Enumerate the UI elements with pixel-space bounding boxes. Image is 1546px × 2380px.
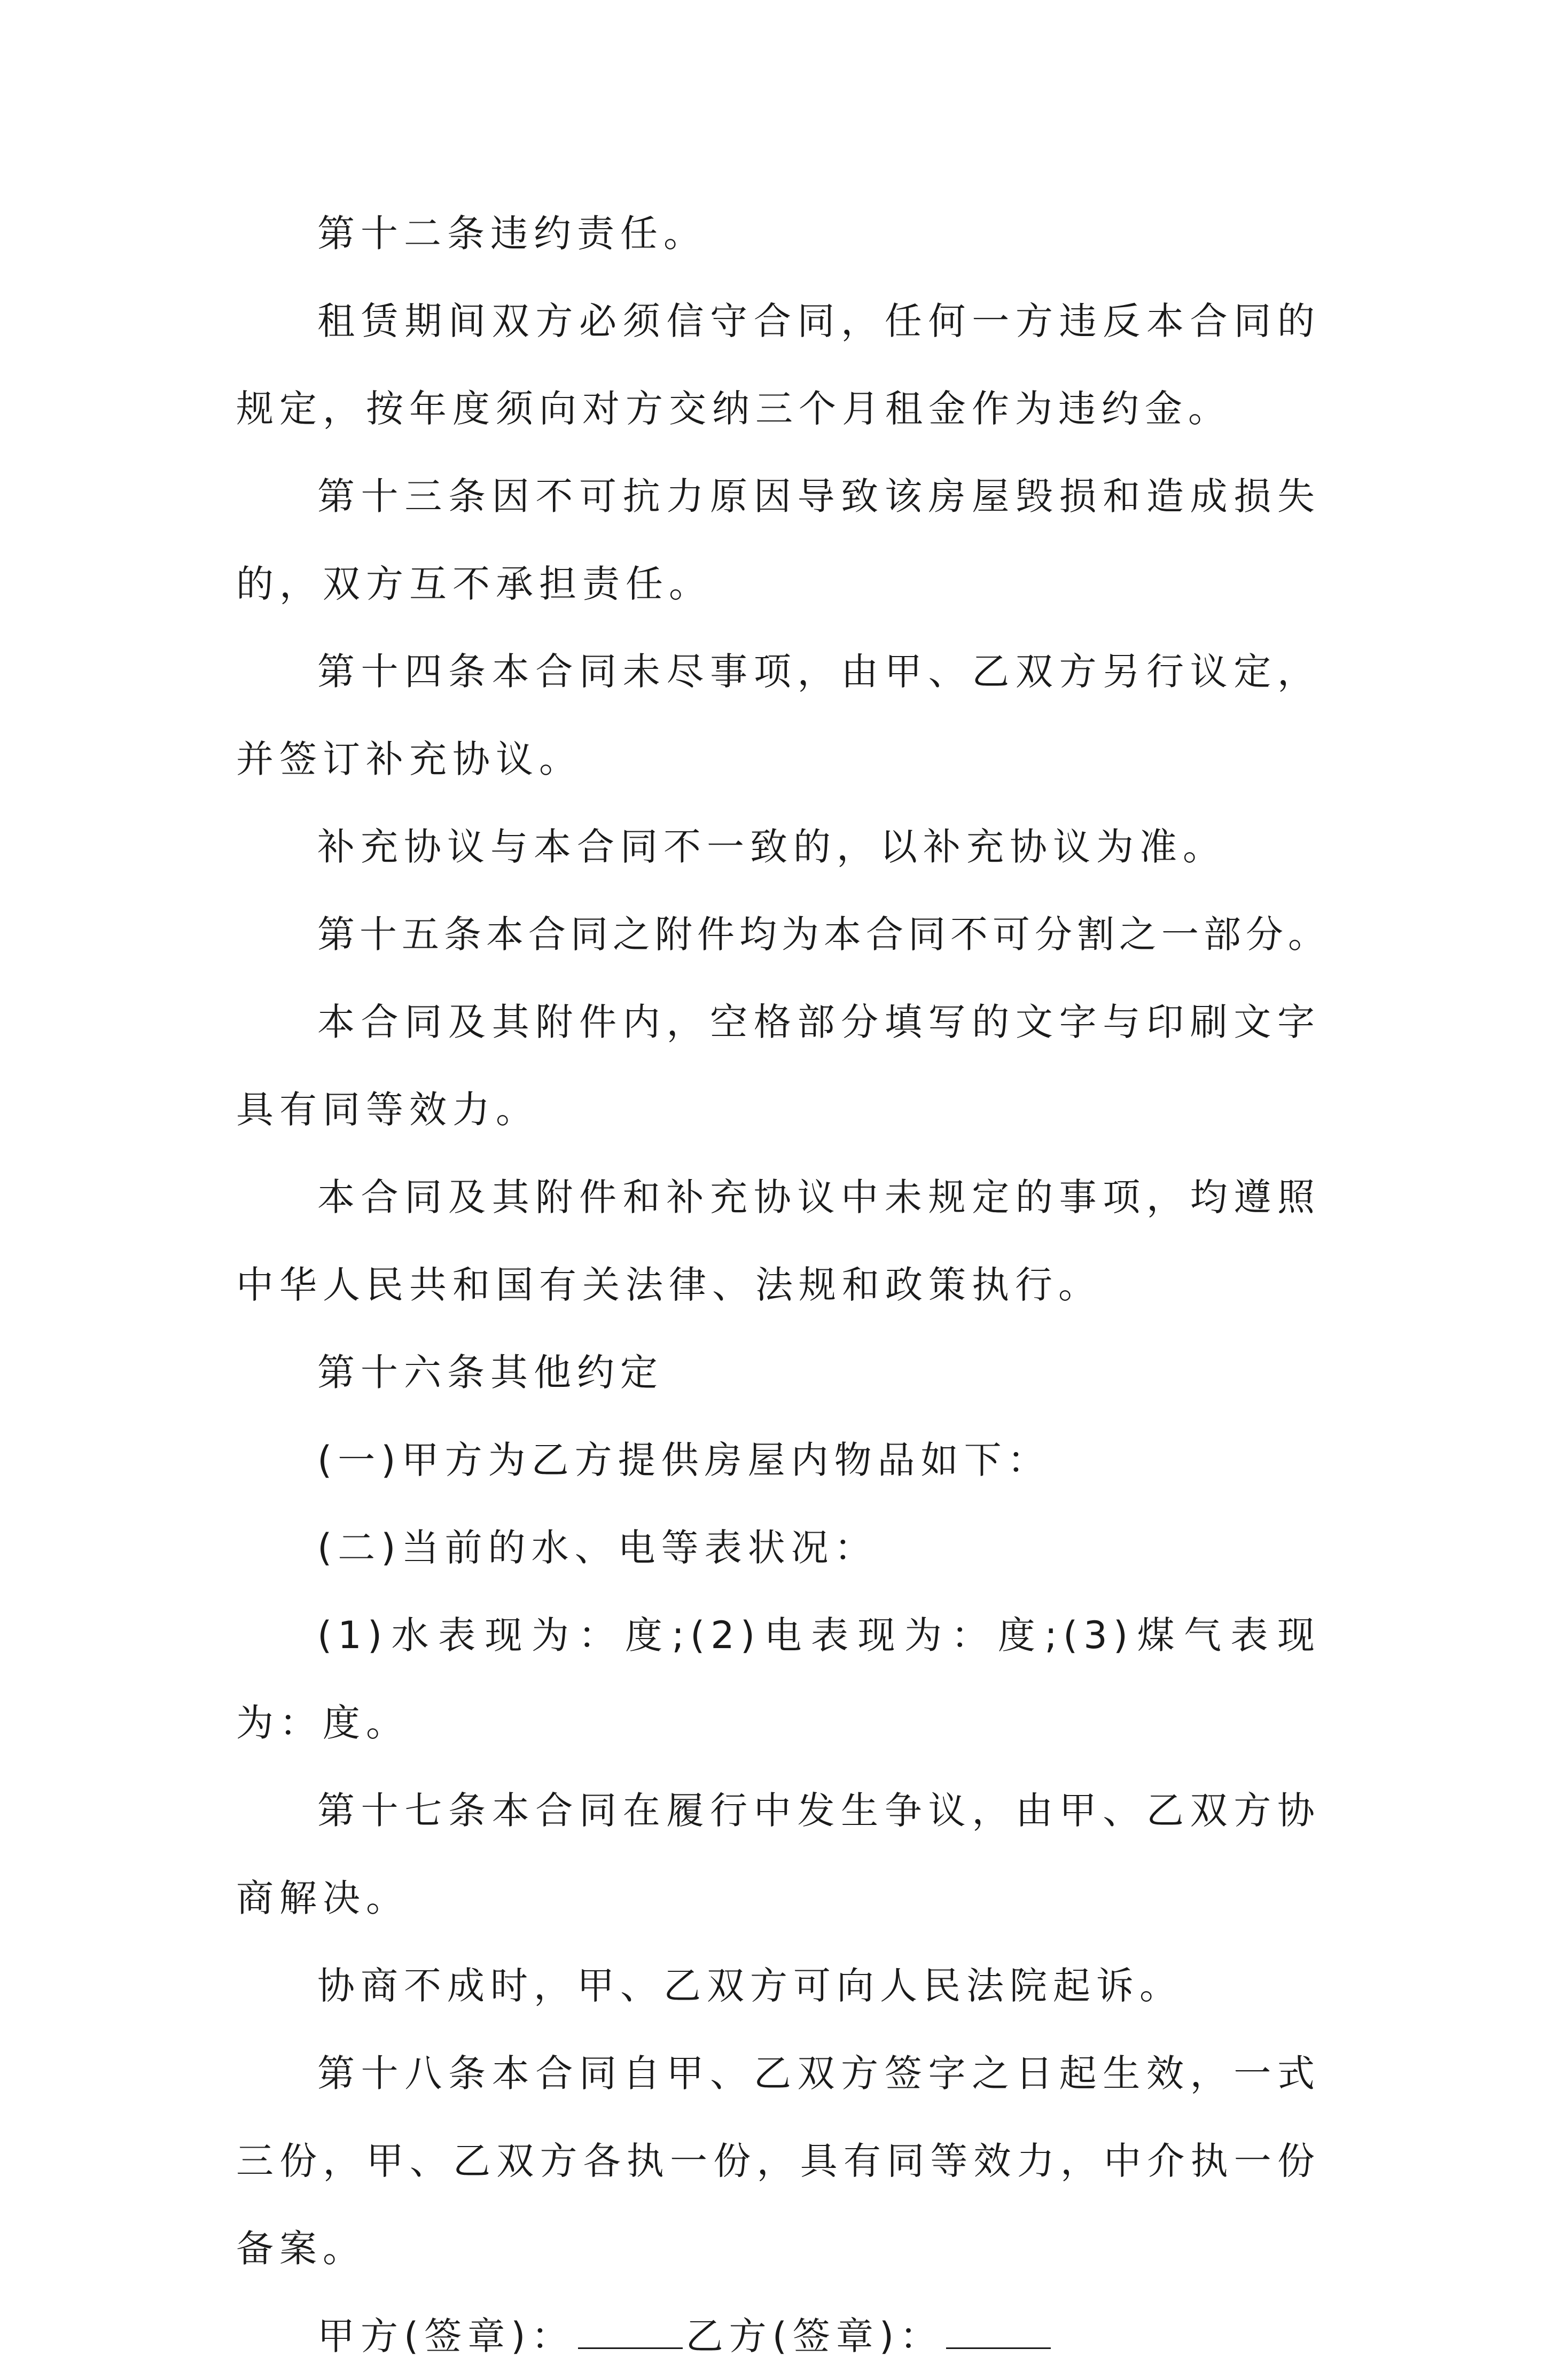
- paragraph-meter-readings: (1)水表现为：度;(2)电表现为：度;(3)煤气表现为：度。: [236, 1613, 1321, 1745]
- signature-line: [236, 2292, 1321, 2380]
- paragraph-article-16-title: 第十六条其他约定: [317, 1351, 663, 1394]
- paragraph-article-12-title: 第十二条违约责任。: [317, 212, 707, 255]
- party-a-signature-blank: [578, 2315, 683, 2349]
- paragraph-attachments-validity: 本合同及其附件内，空格部分填写的文字与印刷文字具有同等效力。: [236, 1000, 1321, 1132]
- paragraph-item-two: (二)当前的水、电等表状况：: [317, 1526, 878, 1570]
- party-b-signature-blank: [946, 2315, 1051, 2349]
- document-body: [236, 190, 1330, 2380]
- party-b-signature-label: 乙方(签章)：: [685, 2314, 943, 2358]
- paragraph-article-14: 第十四条本合同未尽事项，由甲、乙双方另行议定，并签订补充协议。: [236, 650, 1321, 781]
- paragraph-article-13: 第十三条因不可抗力原因导致该房屋毁损和造成损失的，双方互不承担责任。: [236, 474, 1321, 606]
- paragraph-supplement-priority: 补充协议与本合同不一致的，以补充协议为准。: [317, 825, 1226, 869]
- party-a-signature-label: 甲方(签章)：: [317, 2314, 575, 2358]
- paragraph-article-18: 第十八条本合同自甲、乙双方签字之日起生效，一式三份，甲、乙双方各执一份，具有同等效力，中介执一份备案。: [236, 2051, 1321, 2270]
- paragraph-article-17: 第十七条本合同在履行中发生争议，由甲、乙双方协商解决。: [236, 1789, 1321, 1920]
- paragraph-governing-law: 本合同及其附件和补充协议中未规定的事项，均遵照中华人民共和国有关法律、法规和政策执行。: [236, 1175, 1321, 1307]
- paragraph-breach-liability: 租赁期间双方必须信守合同，任何一方违反本合同的规定，按年度须向对方交纳三个月租金作为违约金。: [236, 299, 1321, 431]
- paragraph-article-15: 第十五条本合同之附件均为本合同不可分割之一部分。: [317, 912, 1330, 956]
- paragraph-item-one: (一)甲方为乙方提供房屋内物品如下：: [317, 1438, 1051, 1482]
- paragraph-litigation: 协商不成时，甲、乙双方可向人民法院起诉。: [317, 1964, 1183, 2008]
